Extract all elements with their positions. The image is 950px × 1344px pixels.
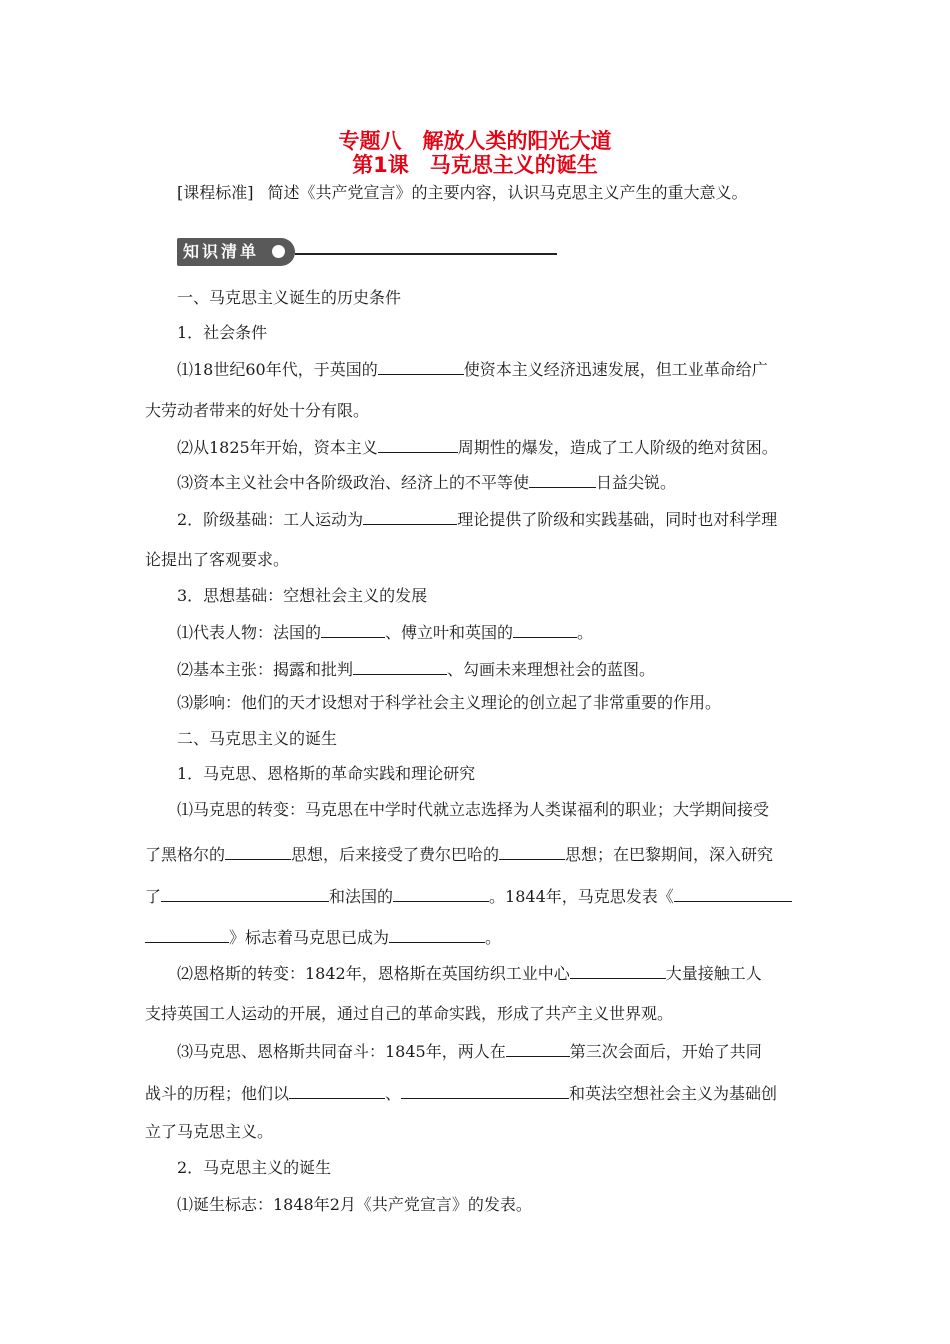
- fill-blank[interactable]: [378, 436, 458, 453]
- paragraph-line: 》标志着马克思已成为 。: [145, 926, 501, 948]
- topic-title: 专题八 解放人类的阳光大道: [338, 129, 612, 153]
- paragraph-line: ⑴诞生标志：1848年2月《共产党宣言》的发表。: [177, 1195, 532, 1214]
- lesson-title: 第1课 马克思主义的诞生: [352, 153, 598, 177]
- subsection-heading: 1．社会条件: [177, 323, 268, 342]
- course-standard-label: [课程标准]: [177, 183, 254, 202]
- paragraph-line: ⑵从1825年开始，资本主义 周期性的爆发，造成了工人阶级的绝对贫困。: [177, 438, 778, 457]
- paragraph-line: 了黑格尔的 思想，后来接受了费尔巴哈的 思想；在巴黎期间，深入研究: [145, 845, 774, 864]
- fill-blank[interactable]: [353, 658, 447, 675]
- course-standard-text: 简述《共产党宣言》的主要内容，认识马克思主义产生的重大意义。: [267, 183, 748, 202]
- fill-blank[interactable]: [145, 926, 229, 943]
- paragraph-line: ⑴代表人物：法国的 、傅立叶和英国的 。: [177, 623, 594, 642]
- paragraph-line: ⑶马克思、恩格斯共同奋斗：1845年，两人在 第三次会面后，开始了共同: [177, 1042, 762, 1061]
- fill-blank[interactable]: [674, 885, 792, 902]
- fill-blank[interactable]: [570, 962, 666, 979]
- paragraph-line: ⑴18世纪60年代，于英国的 使资本主义经济迅速发展，但工业革命给广: [177, 360, 768, 379]
- paragraph-line: ⑵恩格斯的转变：1842年，恩格斯在英国纺织工业中心 大量接触工人: [177, 964, 762, 983]
- fill-blank[interactable]: [321, 621, 385, 638]
- subsection-heading: 3．思想基础：空想社会主义的发展: [177, 586, 428, 605]
- fill-blank[interactable]: [161, 885, 329, 902]
- paragraph-line: 大劳动者带来的好处十分有限。: [145, 401, 370, 420]
- paragraph-line: ⑵基本主张：揭露和批判 、勾画未来理想社会的蓝图。: [177, 660, 656, 679]
- bullet-dot-icon: [272, 245, 285, 258]
- fill-blank[interactable]: [225, 843, 291, 860]
- subsection-heading: 1．马克思、恩格斯的革命实践和理论研究: [177, 764, 476, 783]
- paragraph-line: 论提出了客观要求。: [145, 550, 290, 569]
- fill-blank[interactable]: [506, 1040, 570, 1057]
- paragraph-line: 2．阶级基础：工人运动为 理论提供了阶级和实践基础，同时也对科学理: [177, 510, 778, 529]
- paragraph-line: ⑶资本主义社会中各阶级政治、经济上的不平等使 日益尖锐。: [177, 473, 677, 492]
- course-standard: [177, 180, 748, 203]
- section-heading: 二、马克思主义的诞生: [177, 729, 338, 748]
- paragraph-line: 战斗的历程；他们以 、 和英法空想社会主义为基础创: [145, 1084, 778, 1103]
- fill-blank[interactable]: [289, 1082, 385, 1099]
- knowledge-list-label: 知识清单: [183, 242, 260, 261]
- paragraph-line: 立了马克思主义。: [145, 1122, 274, 1141]
- fill-blank[interactable]: [389, 926, 485, 943]
- fill-blank[interactable]: [499, 843, 565, 860]
- knowledge-list-banner: [177, 238, 567, 266]
- subsection-heading: 2．马克思主义的诞生: [177, 1158, 332, 1177]
- paragraph-line: ⑴马克思的转变：马克思在中学时代就立志选择为人类谋福利的职业；大学期间接受: [177, 800, 770, 819]
- fill-blank[interactable]: [378, 358, 464, 375]
- fill-blank[interactable]: [513, 621, 577, 638]
- fill-blank[interactable]: [401, 1082, 569, 1099]
- banner-rule: [295, 253, 557, 255]
- fill-blank[interactable]: [393, 885, 489, 902]
- fill-blank[interactable]: [529, 471, 596, 488]
- paragraph-line: ⑶影响：他们的天才设想对于科学社会主义理论的创立起了非常重要的作用。: [177, 693, 722, 712]
- section-heading: 一、马克思主义诞生的历史条件: [177, 288, 402, 307]
- paragraph-line: 支持英国工人运动的开展，通过自己的革命实践，形成了共产主义世界观。: [145, 1004, 674, 1023]
- fill-blank[interactable]: [363, 508, 457, 525]
- paragraph-line: 了 和法国的 。1844年，马克思发表《: [145, 885, 792, 907]
